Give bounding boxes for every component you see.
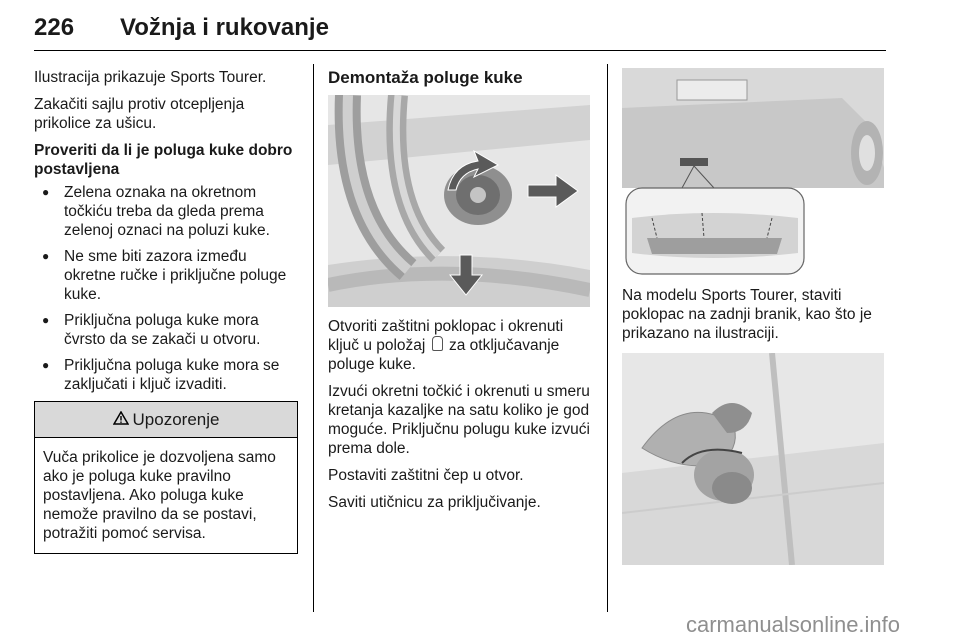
list-item: ● Ne sme biti zazora između okretne ručke i priključne poluge kuke.: [34, 247, 300, 304]
column-left: [34, 68, 300, 554]
warning-title: Upozorenje: [132, 410, 220, 429]
list-item: ● Priključna poluga kuke mora čvrsto da se zakači u otvoru.: [34, 311, 300, 349]
stowed-tow-bar-in-trunk-illustration: [622, 353, 884, 565]
section-title: Demontaža poluge kuke: [328, 68, 523, 87]
rear-bumper-cover-illustration: [622, 68, 884, 276]
unlocked-padlock-icon: [432, 336, 443, 351]
unlock-text-start: Otvoriti zaštitni poklopac i okrenuti ključ u položaj: [328, 318, 564, 354]
warning-box: [34, 401, 298, 554]
paragraph-cap: Postaviti zaštitni čep u otvor.: [328, 467, 524, 484]
check-list: [34, 183, 300, 394]
unlock-text-end: za otključavanje poluge kuke.: [328, 337, 560, 373]
paragraph-pull: Izvući okretni točkić i okrenuti u smeru kretanja kazaljke na satu koliko je god moguće. Priključnu polugu kuke izvući prema dole.: [328, 383, 590, 457]
chapter-title: Vožnja i rukovanje: [120, 14, 329, 41]
warning-text: Vuča prikolice je dozvoljena samo ako je poluga kuke pravilno postavljena. Ako poluga kuke nemože pravilno da se postavi, potražiti pomoć servisa.: [43, 449, 276, 542]
page-number: 226: [34, 14, 75, 41]
column-middle: [328, 68, 594, 520]
column-divider-1: [313, 64, 314, 612]
page-header: [34, 12, 886, 51]
column-right: [622, 68, 886, 575]
warning-header: [35, 402, 297, 438]
paragraph-unlock: [328, 317, 594, 374]
paragraph-cable: Zakačiti sajlu protiv otcepljenja prikolice za ušicu.: [34, 96, 245, 132]
warning-triangle-icon: [113, 411, 129, 425]
list-item: ● Zelena oznaka na okretnom točkiću treba da gleda prema zelenoj oznaci na poluzi kuke.: [34, 183, 300, 240]
paragraph-sports-tourer: Na modelu Sports Tourer, staviti poklopac na zadnji branik, kao što je prikazano na ilustraciji.: [622, 287, 872, 342]
subheading-check: Proveriti da li je poluga kuke dobro postavljena: [34, 142, 293, 178]
list-item: ● Priključna poluga kuke mora se zaključati i ključ izvaditi.: [34, 356, 300, 394]
tow-bar-removal-illustration: [328, 95, 590, 307]
column-divider-2: [607, 64, 608, 612]
watermark: carmanualsonline.info: [686, 612, 901, 637]
illustration-caption: Ilustracija prikazuje Sports Tourer.: [34, 69, 267, 86]
paragraph-socket: Saviti utičnicu za priključivanje.: [328, 494, 541, 511]
